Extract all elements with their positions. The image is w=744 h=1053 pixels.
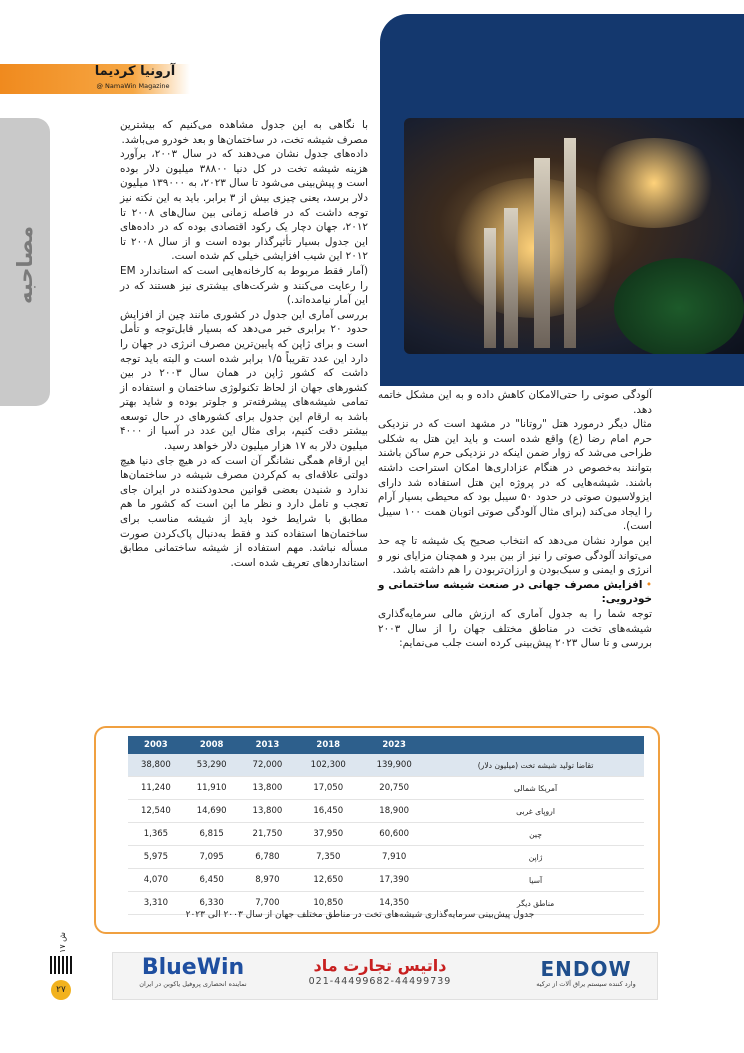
table-cell: 8,970	[240, 869, 296, 892]
paragraph: داده‌های جدول نشان می‌دهند که در سال ۲۰۰۳، برآورد هزینه شیشه تخت در کل دنیا ۳۸۸۰۰ میلیون دلار بوده است و پیش‌بینی می‌شود تا سال ۲۰۲۳، به ۱۳۹۰۰۰ میلیون دلار برسد، یعنی چیزی بیش از ۳ برابر. باید به این نکته نیز توجه داشت که در فاصله زمانی بین سال‌های ۲۰۰۸ تا ۲۰۱۲، جهان دچار یک رکود اقتصادی بوده که در داده‌های این جدول بسیار تأثیرگذار بوده است و از سال ۲۰۰۸ تا ۲۰۱۲ این شیب افزایشی خیلی کم شده است.	[120, 148, 369, 263]
table-cell: 18,900	[361, 800, 427, 823]
paragraph: توجه شما را به جدول آماری که ارزش مالی سرمایه‌گذاری شیشه‌های تخت در مناطق مختلف جهان را از سال ۲۰۰۳ بررسی و تا سال ۲۰۲۳ پیش‌بینی کرده است جلب می‌نمایم:	[378, 607, 652, 650]
table-cell: 6,330	[184, 892, 240, 915]
table-cell: 6,780	[240, 846, 296, 869]
magazine-logo: آرونیا کردیما	[94, 64, 176, 79]
table-cell: 7,095	[184, 846, 240, 869]
table-row-label: اروپای غربی	[427, 800, 644, 823]
paragraph: این ارقام همگی نشانگر آن است که در هیچ جای دنیا هیچ دولتی علاقه‌ای به کم‌کردن مصرف شیشه در ساختمان‌ها ندارد و شنیدن بعضی قوانین محدودکننده در ایران جای تعجب و تامل دارد و نظر ما این است که کشور ما هم مطابق با شرایط خود باید از شیشه مناسب برای ساختمان‌ها استفاده کند و فقط به‌دنبال پاک‌کردن صورت مسأله نباشد. مهم استفاده از شیشه ساختمانی مطابق استانداردهای تعریف شده است.	[120, 454, 368, 569]
table-row	[128, 800, 644, 823]
table-header-cell: 2003	[128, 736, 184, 754]
table-row-label: ژاپن	[427, 846, 644, 869]
table-row	[128, 754, 644, 777]
table-cell: 17,050	[295, 777, 361, 800]
table-row	[128, 846, 644, 869]
investment-table	[128, 736, 644, 915]
ad-endow[interactable]	[520, 958, 652, 994]
ad-endow-logo: ENDOW	[540, 957, 632, 981]
table-cell: 12,650	[295, 869, 361, 892]
left-text-column	[120, 118, 368, 570]
right-text-column	[378, 388, 652, 651]
table-header-row	[128, 736, 644, 754]
table-cell: 7,700	[240, 892, 296, 915]
table-cell: 10,850	[295, 892, 361, 915]
table-row-label: آمریکا شمالی	[427, 777, 644, 800]
bullet-title: افزایش مصرف جهانی در صنعت شیشه ساختمانی و خودرویی:	[378, 578, 652, 606]
table-header-cell: 2023	[361, 736, 427, 754]
table-cell: 21,750	[240, 823, 296, 846]
table-cell: 14,350	[361, 892, 427, 915]
table-row	[128, 777, 644, 800]
table-cell: 13,800	[240, 800, 296, 823]
table-cell: 13,800	[240, 777, 296, 800]
table-row-label: آسیا	[427, 869, 644, 892]
table-cell: 12,540	[128, 800, 184, 823]
city-night-photo	[404, 118, 744, 354]
table-header-cell: 2008	[184, 736, 240, 754]
ad-bluewin-tagline: نماینده انحصاری پروفیل یاکوبن در ایران	[139, 980, 247, 988]
table-caption: جدول پیش‌بینی سرمایه‌گذاری شیشه‌های تخت در مناطق مختلف جهان از سال ۲۰۰۳ الی ۲۰۲۳	[185, 910, 535, 920]
ad-datis[interactable]	[290, 956, 470, 996]
paragraph: بررسی آماری این جدول در کشوری مانند چین از افزایش حدود ۲۰ برابری خبر می‌دهد که بسیار قابل‌توجه و تأمل است و برای ژاپن که پایین‌ترین مصرف انرژی در جهان را دارد این عدد تقریباً ۱/۵ برابر شده است و البته باید توجه داشت که کشور ژاپن در همان سال ۲۰۰۳ در بین کشورهای جهان از لحاظ تکنولوژی ساختمان و استفاده از تمامی شیشه‌های پیشرفته‌تر و جلوتر بوده و شاید بهتر باشد به ارقام این جدول برای کشورهای در حال توسعه بیشتر دقت کنیم، برای مثال این عدد در آسیا از ۴۰۰۰ میلیون دلار به ۱۷ هزار میلیون دلار خواهد رسید.	[120, 308, 368, 453]
table-cell: 139,900	[361, 754, 427, 777]
page-number: ۲۷	[51, 980, 71, 1000]
paragraph: این موارد نشان می‌دهد که انتخاب صحیح یک شیشه تا چه حد می‌تواند آلودگی صوتی را نیز از بین ببرد و همچنان مزایای نور و انرژی و ایمنی و سبک‌بودن و ارزان‌تربودن را هم داشته باشد.	[378, 534, 652, 577]
section-tab-label-wrap	[0, 140, 50, 390]
table-row	[128, 869, 644, 892]
table-header-cell: 2013	[240, 736, 296, 754]
table-header-cell: 2018	[295, 736, 361, 754]
ad-endow-tagline: وارد کننده سیستم یراق آلات از ترکیه	[536, 980, 636, 988]
table-cell: 16,450	[295, 800, 361, 823]
paragraph: با نگاهی به این جدول مشاهده می‌کنیم که بیشترین مصرف شیشه تخت، در ساختمان‌ها و بعد خودرو می‌باشد.	[120, 119, 368, 146]
table-row-label: تقاضا تولید شیشه تخت (میلیون دلار)	[427, 754, 644, 777]
table-cell: 72,000	[240, 754, 296, 777]
table-cell: 1,365	[128, 823, 184, 846]
table-cell: 60,600	[361, 823, 427, 846]
table-cell: 5,975	[128, 846, 184, 869]
bullet-dot-icon: •	[645, 578, 652, 591]
section-tab-label: مصاحبه	[13, 225, 37, 305]
table-cell: 37,950	[295, 823, 361, 846]
bullet-heading	[378, 578, 652, 607]
table-header-label-cell	[427, 736, 644, 754]
magazine-logo-subtitle: @ NamaWin Magazine	[96, 82, 170, 90]
paragraph: مثال دیگر درمورد هتل "روتانا" در مشهد است که در نزدیکی حرم امام رضا (ع) واقع شده است و باید این هتل به شکلی طراحی می‌شد که زوار ضمن اینکه در نزدیکی حرم ساکن باشند بتوانند به‌خصوص در هنگام عزاداری‌ها امکان استراحت داشته باشند. شیشه‌هایی که در پروژه این هتل استفاده شد دارای ایزولاسیون صوتی در حدود ۵۰ سیبل بود که محیطی بسیار آرام را ایجاد می‌کند (برای مثال آلودگی صوتی اتوبان همت ۱۰۰ سیبل است).	[378, 418, 652, 533]
table-cell: 53,290	[184, 754, 240, 777]
table-cell: 20,750	[361, 777, 427, 800]
ad-bluewin[interactable]	[118, 956, 268, 996]
table-row-label: چین	[427, 823, 644, 846]
ad-datis-phone: 021-44499682-44499739	[308, 976, 452, 987]
table-cell: 17,390	[361, 869, 427, 892]
paragraph: آلودگی صوتی را حتی‌الامکان کاهش داده و به این مشکل خاتمه دهد.	[378, 389, 652, 416]
barcode-icon	[50, 956, 72, 974]
table-cell: 7,910	[361, 846, 427, 869]
table-cell: 4,070	[128, 869, 184, 892]
table-cell: 6,815	[184, 823, 240, 846]
table-cell: 102,300	[295, 754, 361, 777]
ad-datis-logo: داتیس تجارت ماد	[313, 956, 447, 975]
table-cell: 7,350	[295, 846, 361, 869]
table-cell: 14,690	[184, 800, 240, 823]
table-cell: 38,800	[128, 754, 184, 777]
table-cell: 6,450	[184, 869, 240, 892]
table-cell: 11,910	[184, 777, 240, 800]
table-row-label: مناطق دیگر	[427, 892, 644, 915]
table-cell: 11,240	[128, 777, 184, 800]
ad-bluewin-logo: BlueWin	[141, 955, 245, 980]
paragraph: (آمار فقط مربوط به کارخانه‌هایی است که استاندارد EM را رعایت می‌کنند و شرکت‌های بیشتری نیز هستند که در این آمار نیامده‌اند.)	[120, 264, 368, 307]
table-row	[128, 823, 644, 846]
table-cell: 3,310	[128, 892, 184, 915]
issue-label: ش ۱۷	[57, 931, 67, 953]
